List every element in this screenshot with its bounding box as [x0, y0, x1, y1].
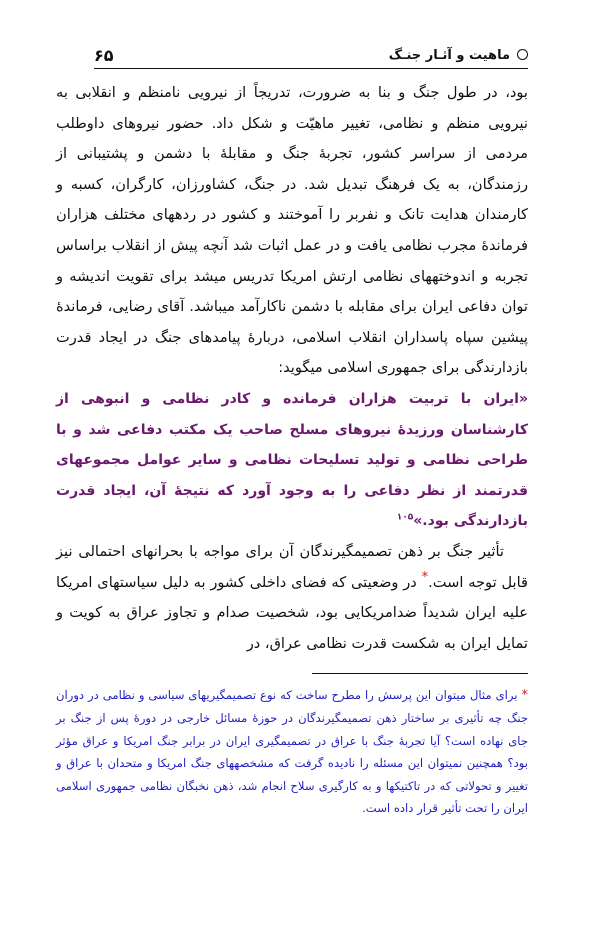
footnote-star: * — [521, 688, 528, 703]
main-text — [56, 78, 528, 659]
circle-bullet-icon — [517, 49, 528, 60]
footnote-text: برای مثال میتوان این پرسش را مطرح ساخت که نوع تصمیمگیریهای سیاسی و نظامی در دوران جنگ چه تأثیری بر ساختار ذهن تصمیمگیرندگان در حوزهٔ مسائل خارجی در دورهٔ پس از جنگ بر جای نهاده است؟ آیا تجربهٔ جنگ با عراق در تصمیمگیری ایران در برابر جنگ امریکا و عراق مؤثر بود؟ همچنین نمیتوان این مسئله را نادیده گرفت که مشخصههای جنگ امریکا و متحدان با عراق و تغییر و تحولاتی که در تاکتیکها و به کارگیری سلاح انجام شد، ذهن نخبگان نظامی جمهوری اسلامی ایران را تحت تأثیر قرار داده است. — [56, 688, 528, 816]
paragraph-1: بود، در طول جنگ و بنا به ضرورت، تدریجاً از نیرویی نامنظم و انقلابی به نیرویی منظم و نظامی، تغییر ماهیّت و شکل داد. حضور نیروهای داوطلب مردمی از سراسر کشور، تجربهٔ جنگ و مقابلهٔ با دشمن و پشتیبانی از رزمندگان، به یک فرهنگ تبدیل شد. در جنگ، کشاورزان، کارگران، کسبه و کارمندان هدایت تانک و نفربر را آموختند و کشور در ردههای مختلف هزاران فرماندهٔ مجرب نظامی یافت و در عمل اثبات شد آنچه پیش از انقلاب براساس تجربه و اندوختههای نظامی ارتش امریکا تدریس میشد برای تقویت اندیشه و توان دفاعی ایران برای مقابله با دشمن ناکارآمد میباشد. آقای رضایی، فرماندهٔ پیشین سپاه پاسداران انقلاب اسلامی، دربارهٔ پیامدهای جنگ در ایجاد قدرت بازدارندگی برای جمهوری اسلامی میگوید: — [56, 84, 528, 377]
footnote-divider — [312, 673, 528, 674]
chapter-title — [389, 48, 528, 63]
chapter-title-text: ماهیت و آثـار جنـگ — [388, 48, 510, 63]
page-number: ۶۵ — [94, 46, 114, 65]
paragraph-2-part-a: تأثیر جنگ بر ذهن تصمیمگیرندگان آن برای مواجه با بحرانهای احتمالی نیز قابل توجه است. — [56, 542, 529, 591]
quotation-text: «ایران با تربیت هزاران فرمانده و کادر نظامی و انبوهی از کارشناسان ورزیدهٔ نیروهای مسلح صاحب یک مکتب دفاعی شد و با طراحی نظامی و تولید تسلیحات نظامی و سایر عوامل مجموعهای قدرتمند از نظر دفاعی را به وجود آورد که نتیجهٔ آن، ایجاد قدرت بازدارندگی بود.» — [56, 390, 528, 530]
paragraph-2 — [56, 537, 528, 659]
footnote — [56, 684, 528, 819]
footnote-marker: * — [421, 569, 429, 585]
running-header — [94, 44, 528, 70]
header-divider — [94, 68, 528, 69]
quotation — [56, 384, 528, 537]
reference-number: ۱۰۵ — [396, 512, 414, 523]
paragraph-2-part-b: در وضعیتی که فضای داخلی کشور به دلیل سیاستهای امریکا علیه ایران شدیداً ضدامریکایی بود، شخصیت صدام و تجاوز عراق به کویت و تمایل ایران به شکست قدرت نظامی عراق، در — [56, 573, 528, 652]
